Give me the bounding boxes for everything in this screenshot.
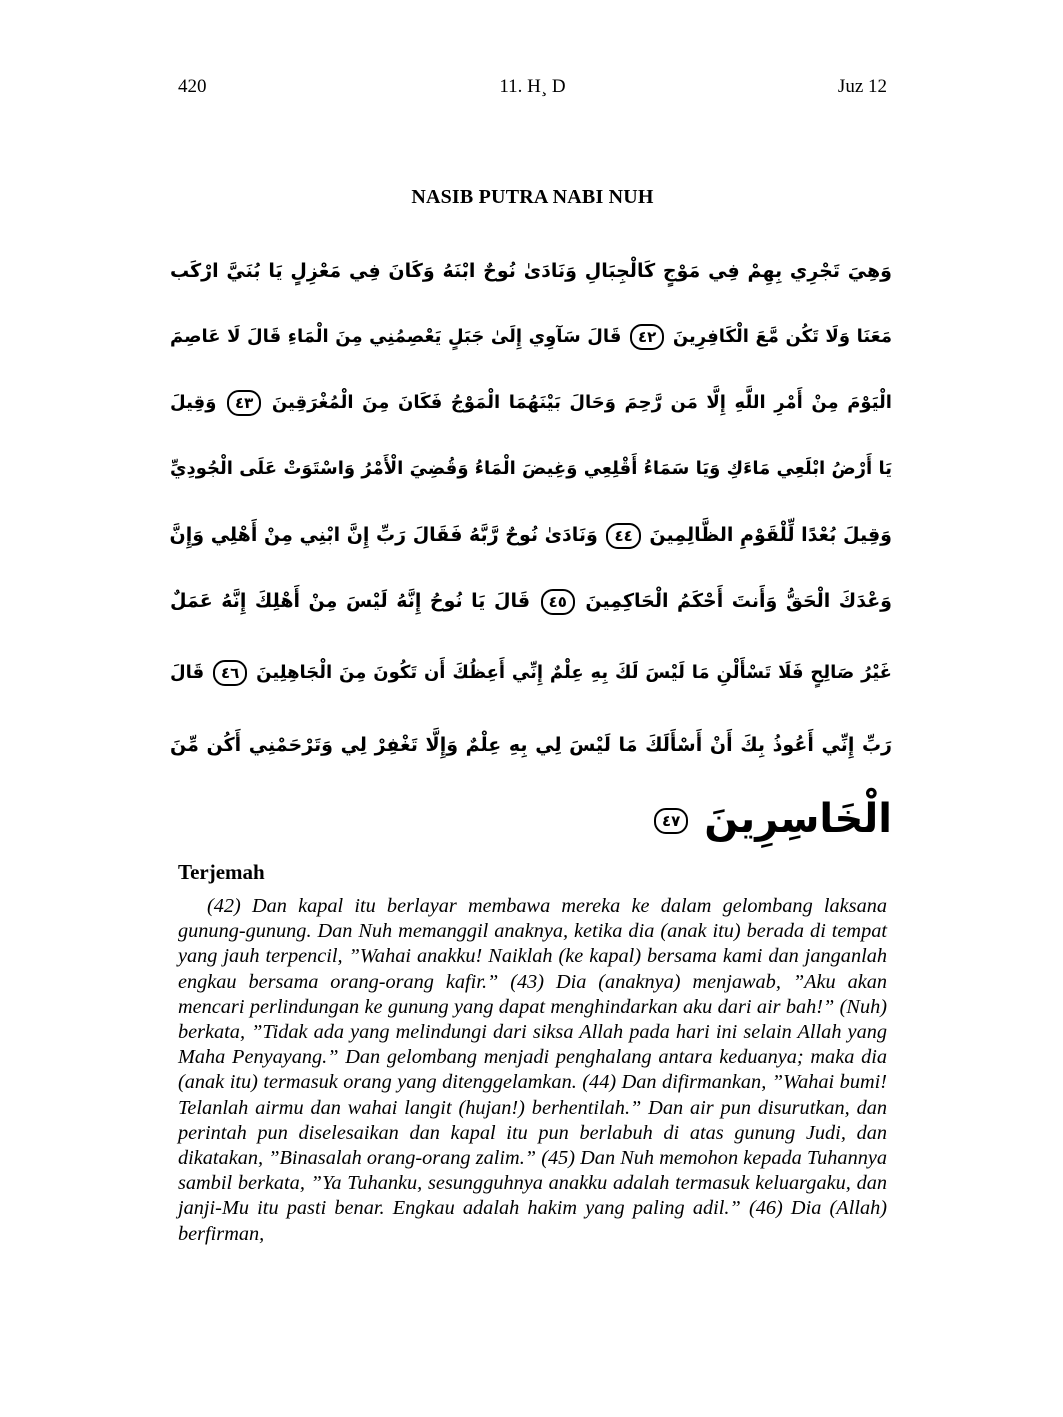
arabic-line-2 (170, 304, 892, 370)
arabic-line-3 (170, 370, 892, 436)
arabic-text: وَقِيلَ بُعْدًا لِّلْقَوْمِ الظَّالِمِينَ (649, 524, 892, 546)
arabic-text: يَا أَرْضُ ابْلَعِي مَاءَكِ وَيَا سَمَاءُ أَقْلِعِي وَغِيضَ الْمَاءُ وَقُضِيَ الْأَمْرُ وَاسْتَوَتْ عَلَى الْجُودِيِّ (170, 458, 892, 479)
arabic-line-6 (170, 568, 892, 634)
arabic-line-4 (170, 436, 892, 502)
arabic-text: غَيْرُ صَالِحٍ فَلَا تَسْأَلْنِ مَا لَيْسَ لَكَ بِهِ عِلْمٌ إِنِّي أَعِظُكَ أَن تَكُونَ مِنَ الْجَاهِلِينَ (256, 662, 892, 683)
arabic-text: وَقِيلَ (170, 392, 217, 413)
arabic-text: الْيَوْمَ مِنْ أَمْرِ اللَّهِ إِلَّا مَن رَّحِمَ وَحَالَ بَيْنَهُمَا الْمَوْجُ فَكَانَ مِنَ الْمُغْرَقِينَ (271, 392, 892, 413)
juz-label: Juz 12 (837, 76, 887, 97)
arabic-text: قَالَ يَا نُوحُ إِنَّهُ لَيْسَ مِنْ أَهْلِكَ إِنَّهُ عَمَلٌ (170, 590, 531, 612)
arabic-text: الْخَاسِرِينَ (704, 796, 892, 842)
arabic-text: قَالَ سَآوِي إِلَىٰ جَبَلٍ يَعْصِمُنِي مِنَ الْمَاءِ قَالَ لَا عَاصِمَ (170, 326, 622, 347)
arabic-text: وَنَادَىٰ نُوحٌ رَّبَّهُ فَقَالَ رَبِّ إِنَّ ابْنِي مِنْ أَهْلِي وَإِنَّ (170, 524, 598, 546)
arabic-line-1 (170, 238, 892, 304)
page-number: 420 (178, 76, 207, 97)
ayah-number-marker: ٤٢ (630, 324, 664, 350)
ayah-number-marker: ٤٤ (606, 523, 640, 549)
arabic-verses (170, 238, 892, 858)
arabic-text: قَالَ (170, 662, 205, 683)
section-title: NASIB PUTRA NABI NUH (411, 186, 654, 208)
arabic-text: مَعَنَا وَلَا تَكُن مَّعَ الْكَافِرِينَ (672, 326, 892, 347)
arabic-text: وَعْدَكَ الْحَقُّ وَأَنتَ أَحْكَمُ الْحَاكِمِينَ (585, 590, 892, 612)
arabic-text: رَبِّ إِنِّي أَعُوذُ بِكَ أَنْ أَسْأَلَكَ مَا لَيْسَ لِي بِهِ عِلْمٌ وَإِلَّا تَغْفِرْ لِي وَتَرْحَمْنِي أَكُن مِّنَ (170, 734, 892, 756)
surah-title: 11. H¸ D (499, 76, 566, 97)
arabic-line-5 (170, 502, 892, 568)
translation-text: (42) Dan kapal itu berlayar membawa mereka ke dalam gelombang laksana gunung-gunung. Dan Nuh memanggil anaknya, ketika dia (anak itu) berada di tempat yang jauh terpencil, ”Wahai anakku! Naiklah (ke kapal) bersama kami dan janganlah engkau bersama orang-orang kafir.” (43) Dia (anaknya) menjawab, ”Aku akan mencari perlindungan ke gunung yang dapat menghindarkan aku dari air bah!” (Nuh) berkata, ”Tidak ada yang melindungi dari siksa Allah pada hari ini selain Allah yang Maha Penyayang.” Dan gelombang menjadi penghalang antara keduanya; maka dia (anak itu) termasuk orang yang ditenggelamkan. (44) Dan difirmankan, ”Wahai bumi! Telanlah airmu dan wahai langit (hujan!) berhentilah.” Dan air pun disurutkan, dan perintah pun diselesaikan dan kapal itu pun berlabuh di atas gunung Judi, dan dikatakan, ”Binasalah orang-orang zalim.” (45) Dan Nuh memohon kepada Tuhannya sambil berkata, ”Ya Tuhanku, sesungguhnya anakku adalah termasuk keluargaku, dan janji-Mu itu pasti benar. Engkau adalah hakim yang paling adil.” (46) Dia (Allah) berfirman, (178, 895, 887, 1245)
arabic-line-7 (170, 640, 892, 706)
ayah-number-marker: ٤٧ (654, 808, 688, 834)
page-header (178, 76, 887, 102)
arabic-line-9 (170, 786, 892, 852)
arabic-line-8 (170, 712, 892, 778)
ayah-number-marker: ٤٦ (213, 660, 247, 686)
ayah-number-marker: ٤٥ (541, 589, 575, 615)
arabic-text: وَهِيَ تَجْرِي بِهِمْ فِي مَوْجٍ كَالْجِبَالِ وَنَادَىٰ نُوحٌ ابْنَهُ وَكَانَ فِي مَعْزِلٍ يَا بُنَيَّ ارْكَب (170, 260, 892, 282)
ayah-number-marker: ٤٣ (227, 390, 261, 416)
translation-heading: Terjemah (178, 860, 265, 884)
